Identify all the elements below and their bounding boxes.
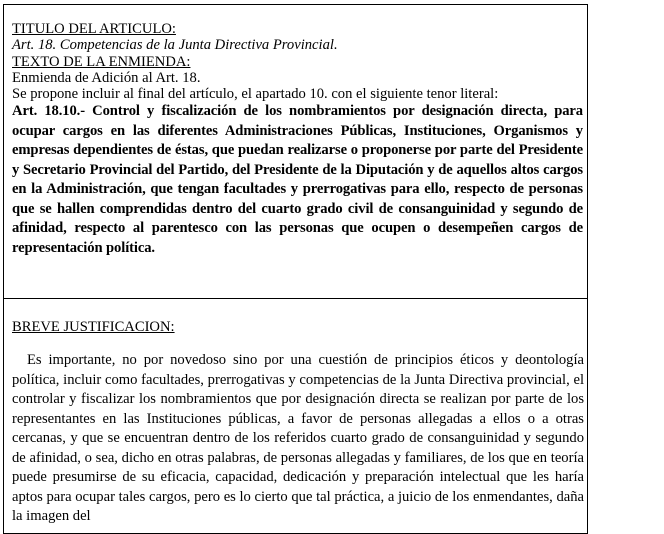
article-title-heading: TITULO DEL ARTICULO: [12, 21, 176, 37]
amendment-cell [4, 5, 587, 299]
proposal-intro: Se propone incluir al final del artículo, el apartado 10. con el siguiente tenor literal: [12, 86, 499, 103]
article-title-value: Art. 18. Competencias de la Junta Directiva Provincial. [12, 37, 338, 54]
justification-heading: BREVE JUSTIFICACION: [12, 319, 175, 335]
justification-text: Es importante, no por novedoso sino por una cuestión de principios éticos y deontología política, incluir como facultades, prerrogativas y competencias de la Junta Directiva provincial, el controlar y fiscalizar los nombramientos que por designación directa se realizan por parte de los representantes en las Instituciones públicas, a favor de personas allegadas a ellos o a otras cercanas, y que se encuentran dentro de los referidos cuarto grado de consanguinidad y segundo de afinidad, o sea, dicho en otras palabras, de personas allegadas y familiares, de los que en teoría puede presumirse de su eficacia, capacidad, dedicación y preparación intelectual que les haría aptos para ocupar tales cargos, pero es lo cierto que tal práctica, a juicio de los enmendantes, daña la imagen del [12, 352, 584, 525]
amendment-text: Art. 18.10.- Control y fiscalización de los nombramientos por designación directa, para ocupar cargos en las diferentes Administraciones Públicas, Instituciones, Organismos y empresas dependientes de éstas, que puedan realizarse o proponerse por parte del Presidente y Secretario Provincial del Partido, del Presidente de la Diputación y de aquellos altos cargos en la Administración, que tengan facultades y prerrogativas para ello, respecto de personas que se hallen comprendidas dentro del cuarto grado civil de consanguinidad y segundo de afinidad, respecto al parentesco con las personas que ocupen o desempeñen cargos de representación política. [12, 103, 583, 256]
amendment-type: Enmienda de Adición al Art. 18. [12, 69, 201, 86]
justification-cell [4, 299, 587, 527]
amendment-heading: TEXTO DE LA ENMIENDA: [12, 53, 191, 70]
amendment-table [3, 4, 588, 534]
spacer [12, 335, 583, 351]
